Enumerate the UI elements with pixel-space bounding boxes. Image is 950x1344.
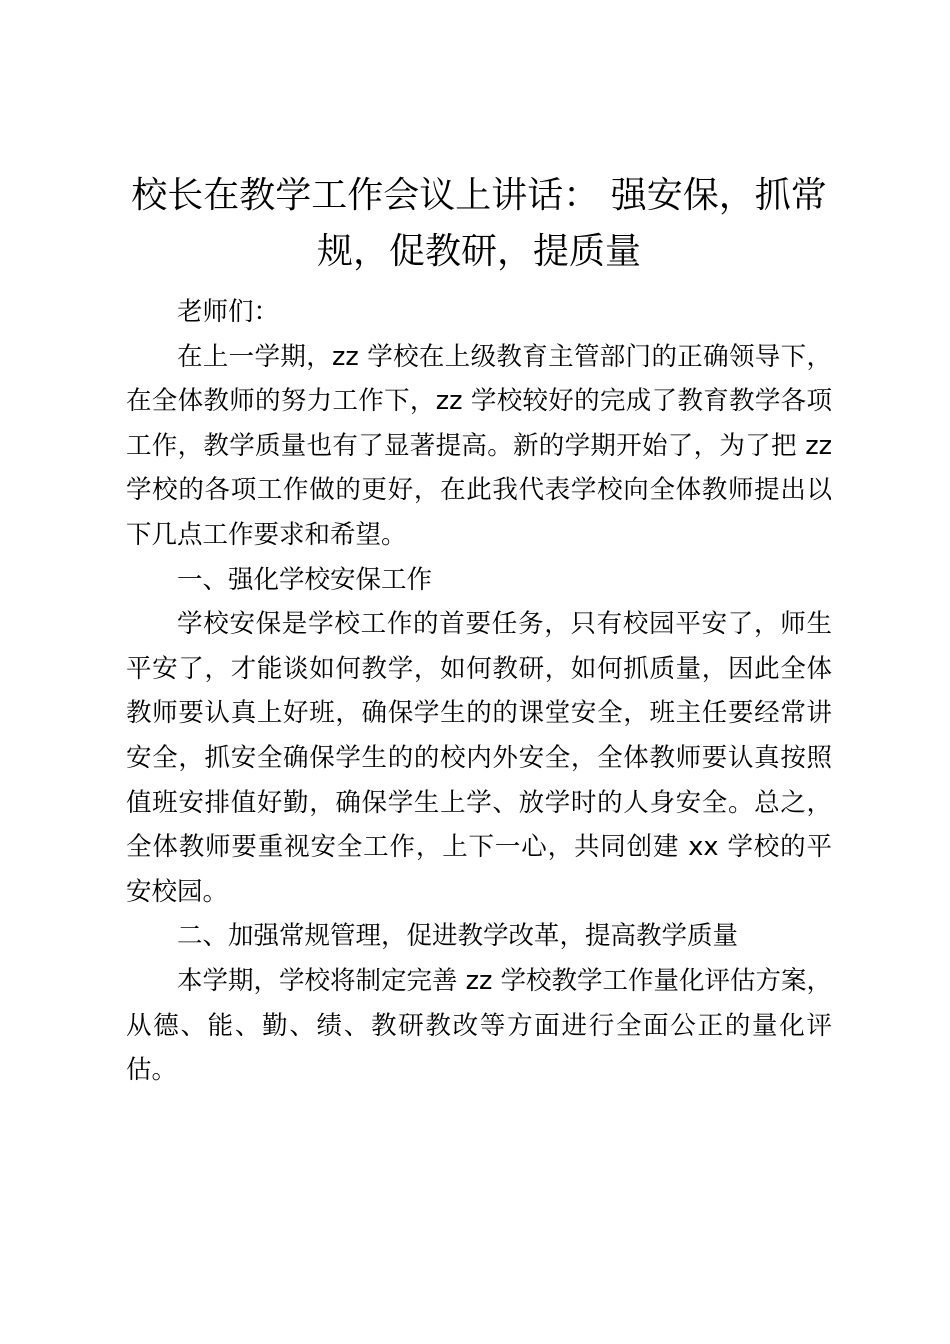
document-page (126, 168, 832, 1093)
document-title: 校长在教学工作会议上讲话： 强安保，抓常规，促教研，提质量 (131, 175, 827, 272)
salutation: 老师们： (177, 297, 280, 327)
paragraph-security: 学校安保是学校工作的首要任务，只有校园平安了，师生平安了，才能谈如何教学，如何教研，如何抓质量，因此全体教师要认真上好班，确保学生的的课堂安全，班主任要经常讲安全，抓安全确保学生的的校内外安全，全体教师要认真按照值班安排值好勤，确保学生上学、放学时的人身安全。总之，全体教师要重视安全工作，上下一心，共同创建 xx 学校的平安校园。 (126, 609, 832, 907)
section-heading-2: 二、加强常规管理，促进教学改革，提高教学质量 (177, 921, 739, 952)
paragraph-intro: 在上一学期，zz 学校在上级教育主管部门的正确领导下，在全体教师的努力工作下，zz 学校较好的完成了教育教学各项工作，教学质量也有了显著提高。新的学期开始了，为了把 zz 学校的各项工作做的更好，在此我代表学校向全体教师提出以下几点工作要求和希望。 (126, 341, 832, 550)
paragraph-evaluation: 本学期，学校将制定完善 zz 学校教学工作量化评估方案，从德、能、勤、绩、教研教改等方面进行全面公正的量化评估。 (126, 965, 832, 1086)
section-heading-1: 一、强化学校安保工作 (177, 564, 433, 595)
